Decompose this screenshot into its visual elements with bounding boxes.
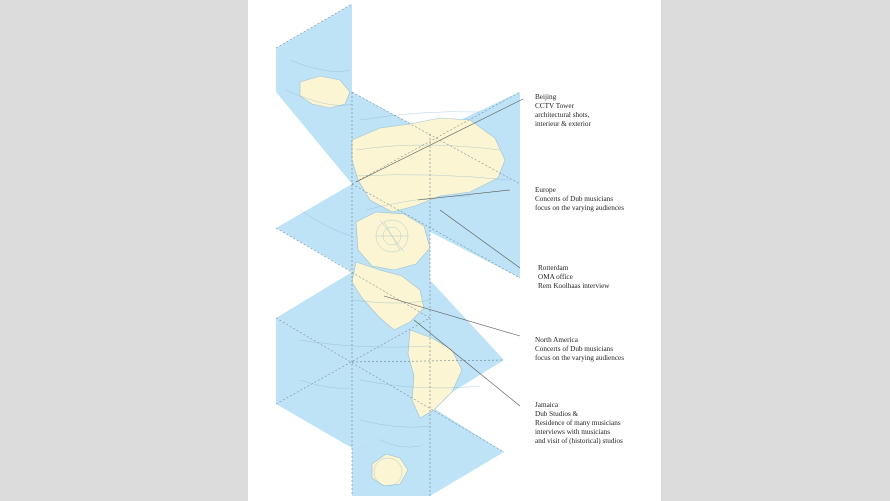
annotation-rotterdam	[538, 264, 609, 291]
annotation-jamaica-line: interviews with musicians	[535, 428, 611, 436]
annotation-beijing	[535, 93, 591, 129]
annotation-beijing-title: Beijing	[535, 93, 557, 101]
annotation-beijing-line: CCTV Tower	[535, 102, 574, 110]
annotation-jamaica-line: Dub Studios &	[535, 410, 579, 418]
annotation-europe	[535, 186, 624, 213]
annotation-rotterdam-line: Rem Koolhaas interview	[538, 282, 610, 290]
annotation-beijing-line: architectural shots,	[535, 111, 590, 119]
annotation-jamaica-line: Residence of many musicians	[535, 419, 621, 427]
annotation-north-america	[535, 336, 624, 363]
facet-mid-left	[276, 184, 352, 272]
annotation-jamaica-line: and visit of (historical) studios	[535, 437, 623, 445]
annotation-north-america-line: Concerts of Dub musicians	[535, 345, 614, 353]
annotation-rotterdam-line: OMA office	[538, 273, 573, 281]
annotation-europe-line: focus on the varying audiences	[535, 204, 625, 212]
annotation-europe-line: Concerts of Dub musicians	[535, 195, 614, 203]
annotation-north-america-title: North America	[535, 336, 578, 344]
annotation-jamaica-title: Jamaica	[535, 401, 559, 409]
annotation-europe-title: Europe	[535, 186, 556, 194]
annotation-jamaica	[535, 401, 623, 446]
annotation-beijing-line: interieur & exterior	[535, 120, 591, 128]
annotation-north-america-line: focus on the varying audiences	[535, 354, 625, 362]
facet-antarctic-right	[430, 406, 504, 496]
annotation-rotterdam-title: Rotterdam	[538, 264, 569, 272]
